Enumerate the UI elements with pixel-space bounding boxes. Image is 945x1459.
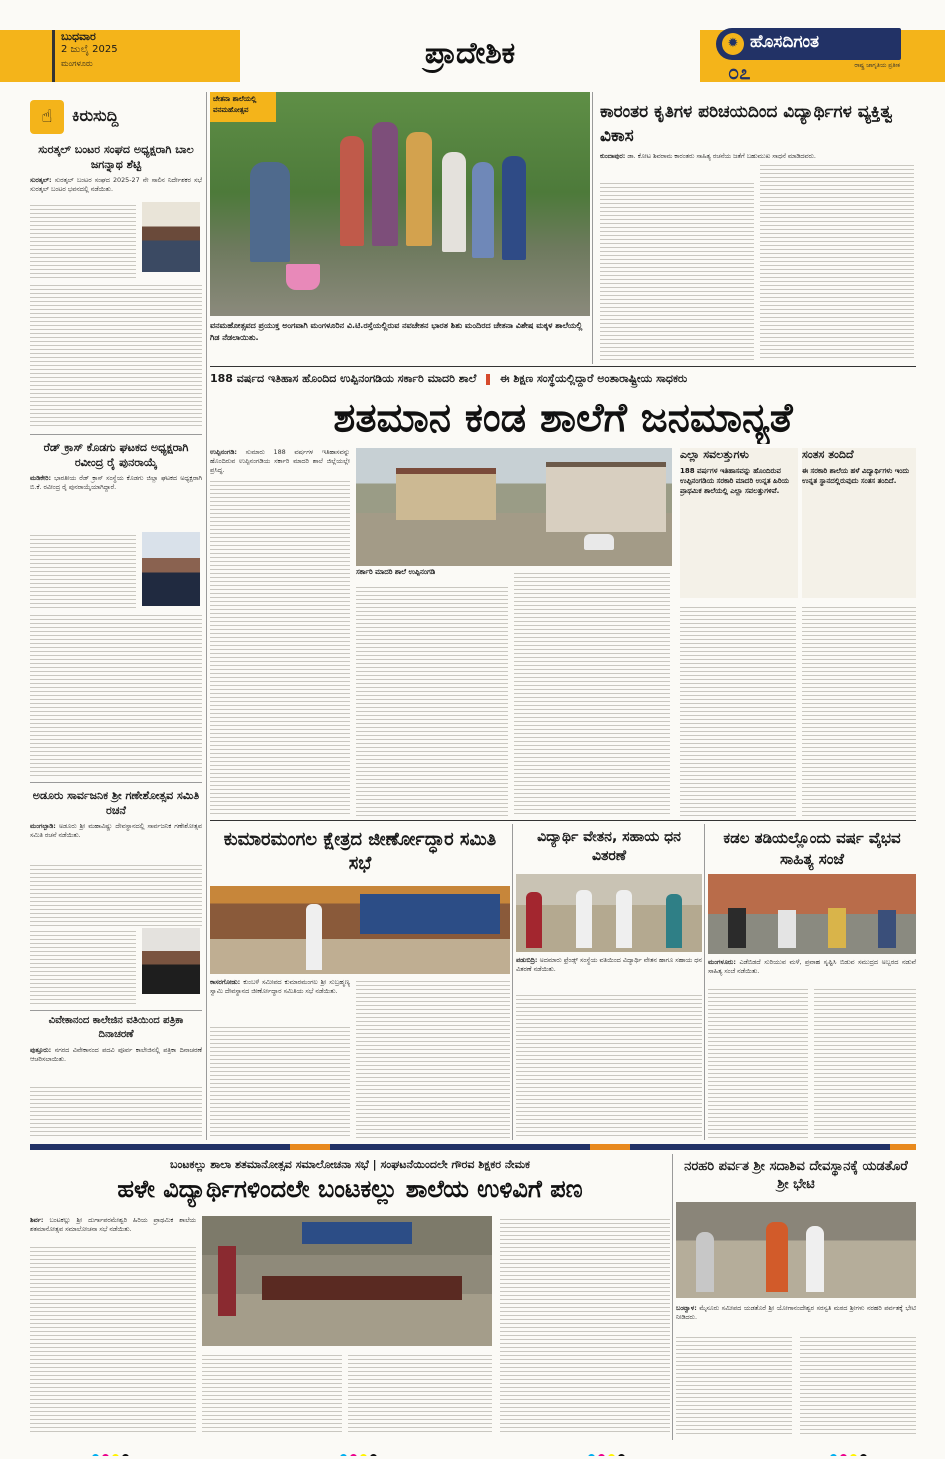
kiru-item-lead: ಭಾರತೀಯ ರೆಡ್ ಕ್ರಾಸ್ ಸಂಸ್ಥೆಯ ಕೊಡಗು ಜಿಲ್ಲಾ ಘಟಕದ ಅಧ್ಯಕ್ಷರಾಗಿ ಬಿ.ಕೆ. ರವೀಂದ್ರ ರೈ ಪುನರಾಯ್ಕೆಯಾಗಿದ್ದಾರೆ.	[30, 474, 202, 491]
kiru-item-3	[30, 788, 202, 1008]
vetana-photo	[516, 874, 702, 952]
narahari-body	[800, 1334, 916, 1434]
narahari-dateline: ಬಂಟ್ವಾಳ:	[676, 1304, 697, 1312]
happy-box	[802, 448, 916, 598]
kiru-item-4	[30, 1014, 202, 1140]
kadala-body	[814, 986, 916, 1138]
kiru-item-body	[30, 1084, 202, 1138]
photo-figure	[806, 1226, 824, 1292]
photo-figure	[576, 890, 592, 948]
kiru-item-body	[30, 928, 136, 1004]
bottom-divider	[30, 1144, 916, 1150]
photo-figure	[766, 1222, 788, 1292]
kiru-item-body	[30, 532, 136, 608]
kumaramangala-body	[210, 1024, 350, 1138]
kiru-item-dateline: ಪುತ್ತೂರು:	[30, 1046, 52, 1054]
bantakallu-dateline: ಶಿರ್ವ:	[30, 1216, 44, 1224]
kiru-item-body	[30, 862, 202, 926]
main-body	[802, 604, 916, 816]
main-body	[210, 478, 350, 816]
kiru-item-dateline: ಸುರತ್ಕಲ್:	[30, 176, 52, 184]
kiru-item-2	[30, 440, 202, 780]
date-block	[52, 30, 192, 82]
paper-tagline: ರಾಷ್ಟ್ರ ಜಾಗೃತಿಯ ಪ್ರತೀಕ	[854, 62, 900, 69]
narahari-story	[676, 1154, 916, 1440]
photo-figure	[878, 910, 896, 948]
vanamahotsava-tag: ಚೇತನಾ ಶಾಲೆಯಲ್ಲಿ ವನಮಹೋತ್ಸವ	[210, 92, 276, 122]
kadala-lead: ಎಡೆಬಿಡದೆ ಸುರಿಯುವ ಮಳೆ, ಪ್ರವಾಹ ಸೃಷ್ಟಿಸಿ ಬಿಡುವ ಸಮುದ್ರದ ಅಬ್ಬರದ ನಡುವೆ ಸಾಹಿತ್ಯ ಸಂಜೆ ನಡೆಯಿತು.	[708, 958, 916, 975]
bantakallu-body	[500, 1216, 670, 1434]
kumaramangala-photo	[210, 886, 510, 974]
kumaramangala-dateline: ಕಾಸರಗೋಡು:	[210, 978, 241, 986]
kiru-item-lead: ಅಡೂರು ಶ್ರೀ ಮಹಾವಿಷ್ಣು ದೇವಸ್ಥಾನದಲ್ಲಿ ಸಾರ್ವಜನಿಕ ಗಣೇಶೋತ್ಸವ ಸಮಿತಿ ರಚನೆ ನಡೆಯಿತು.	[30, 822, 202, 839]
main-body	[356, 584, 508, 816]
narahari-lead: ಮೈಸೂರು ಸಮೀಪದ ಯಡತೊರೆ ಶ್ರೀ ಯೋಗಾನಂದೇಶ್ವರ ಸರಸ್ವತಿ ಮಠದ ಶ್ರೀಗಳು ನರಹರಿ ಪರ್ವತಕ್ಕೆ ಭೇಟಿ ನೀಡಿದರು.	[676, 1304, 916, 1321]
registration-dots-icon	[92, 1446, 152, 1456]
narahari-photo	[676, 1202, 916, 1298]
photo-figure	[218, 1246, 236, 1316]
main-story-col1	[210, 448, 350, 816]
vetana-dateline: ಪಡುಬಿದ್ರಿ:	[516, 956, 538, 964]
photo-bucket	[286, 264, 320, 290]
main-kicker-right: ಈ ಶಿಕ್ಷಣ ಸಂಸ್ಥೆಯಲ್ಲಿದ್ದಾರೆ ಅಂತಾರಾಷ್ಟ್ರೀಯ ಸಾಧಕರು	[499, 372, 688, 385]
photo-figure	[666, 894, 682, 948]
kadala-headline: ಕಡಲ ತಡಿಯಲ್ಲೊಂದು ವರ್ಷ ವೈಭವ ಸಾಹಿತ್ಯ ಸಂಜೆ	[723, 829, 901, 868]
kiru-suddi-header	[30, 100, 202, 134]
facilities-title: ಎಲ್ಲಾ ಸವಲತ್ತುಗಳು	[680, 448, 749, 461]
kiru-item-body	[30, 282, 202, 428]
kiru-item-headline: ಅಡೂರು ಸಾರ್ವಜನಿಕ ಶ್ರೀ ಗಣೇಶೋತ್ಸವ ಸಮಿತಿ ರಚನೆ	[32, 789, 200, 817]
photo-figure	[778, 910, 796, 948]
vanamahotsava-caption: ವನಮಹೋತ್ಸವದ ಪ್ರಯುಕ್ತ ಅಂಗವಾಗಿ ಮಂಗಳೂರಿನ ವಿ.ಟಿ.ರಸ್ತೆಯಲ್ಲಿರುವ ನವಚೇತನ ಭಾರತ ಶಿಶು ಮಂದಿರದ ಚೇತನಾ ವಿಶೇಷ ಮಕ್ಕಳ ಶಾಲೆಯಲ್ಲಿ ಗಿಡ ನೆಡಲಾಯಿತು.	[210, 321, 583, 342]
narahari-body	[676, 1334, 792, 1434]
portrait-photo	[142, 532, 200, 606]
kiru-suddi-column	[30, 92, 202, 1140]
kiru-item-dateline: ಮಡಿಕೇರಿ:	[30, 474, 52, 482]
school-photo-caption: ಸರ್ಕಾರಿ ಮಾದರಿ ಶಾಲೆ ಉಪ್ಪಿನಂಗಡಿ	[356, 568, 436, 576]
city-label: ಮಂಗಳೂರು	[61, 59, 93, 68]
kumaramangala-body	[356, 978, 510, 1138]
main-story	[210, 370, 916, 818]
kiru-item-headline: ವಿವೇಕಾನಂದ ಕಾಲೇಜಿನ ವತಿಯಿಂದ ಪತ್ರಿಕಾ ದಿನಾಚರಣೆ	[48, 1015, 184, 1040]
photo-figure	[372, 122, 398, 246]
page-number: ೦೭	[728, 60, 751, 84]
photo-figure	[340, 136, 364, 246]
kadala-dateline: ಮಂಗಳೂರು:	[708, 958, 736, 966]
portrait-photo	[142, 928, 200, 994]
paper-name: ಹೊಸದಿಗಂತ	[750, 32, 820, 52]
karanth-headline: ಕಾರಂತರ ಕೃತಿಗಳ ಪರಿಚಯದಿಂದ ವಿದ್ಯಾರ್ಥಿಗಳ ವ್ಯಕ್ತಿತ್ವ ವಿಕಾಸ	[600, 102, 893, 146]
kumaramangala-story	[210, 824, 510, 1140]
day-label: ಬುಧವಾರ	[61, 30, 96, 43]
vetana-story	[516, 824, 702, 1140]
kadala-body	[708, 986, 808, 1138]
photo-figure	[502, 156, 526, 260]
happy-title: ಸಂತಸ ತಂದಿದೆ	[802, 448, 854, 461]
paper-logo	[716, 28, 901, 60]
photo-figure	[526, 892, 542, 948]
photo-car	[584, 534, 614, 550]
karanth-story	[596, 92, 916, 364]
kiru-item-headline: ಸುರತ್ಕಲ್ ಬಂಟರ ಸಂಘದ ಅಧ್ಯಕ್ಷರಾಗಿ ಬಾಲ ಜಗನ್ನಾಥ ಶೆಟ್ಟಿ	[38, 143, 194, 171]
bantakallu-body	[202, 1352, 342, 1434]
photo-table	[262, 1276, 462, 1300]
narahari-headline: ನರಹರಿ ಪರ್ವತ ಶ್ರೀ ಸದಾಶಿವ ದೇವಸ್ಥಾನಕ್ಕೆ ಯಡತೊರೆ ಶ್ರೀ ಭೇಟಿ	[684, 1159, 908, 1192]
photo-figure	[250, 162, 290, 262]
photo-figure	[616, 890, 632, 948]
school-photo	[356, 448, 672, 566]
karanth-body	[600, 180, 754, 360]
registration-dots-icon	[340, 1446, 400, 1456]
main-dateline: ಉಪ್ಪಿನಂಗಡಿ:	[210, 448, 237, 456]
registration-dots-icon	[588, 1446, 648, 1456]
masthead	[0, 0, 945, 92]
photo-figure	[828, 908, 846, 948]
kadala-photo	[708, 874, 916, 954]
kicker-separator	[486, 374, 490, 385]
registration-marks	[0, 1444, 945, 1456]
kiru-item-dateline: ಮಂಗಲ್ಪಾಡಿ:	[30, 822, 56, 830]
photo-figure	[442, 152, 466, 252]
photo-figure	[406, 132, 432, 246]
photo-figure	[306, 904, 322, 970]
photo-banner	[360, 894, 500, 934]
main-kicker-left: 188 ವರ್ಷದ ಇತಿಹಾಸ ಹೊಂದಿದ ಉಪ್ಪಿನಂಗಡಿಯ ಸರ್ಕಾರಿ ಮಾದರಿ ಶಾಲೆ	[210, 372, 477, 385]
photo-building	[396, 468, 496, 520]
date-label: 2 ಜುಲೈ 2025	[61, 44, 118, 55]
main-body	[680, 604, 796, 816]
bantakallu-story	[30, 1154, 670, 1440]
bantakallu-headline: ಹಳೇ ವಿದ್ಯಾರ್ಥಿಗಳಿಂದಲೇ ಬಂಟಕಲ್ಲು ಶಾಲೆಯ ಉಳಿವಿಗೆ ಪಣ	[117, 1175, 583, 1203]
bantakallu-body	[30, 1244, 196, 1434]
kiru-item-body	[30, 612, 202, 776]
kiru-item-body	[30, 202, 136, 278]
photo-banner	[302, 1222, 412, 1244]
flame-icon: ✹	[722, 33, 744, 55]
main-body	[514, 570, 670, 816]
vetana-lead: ಅದಮಾರು ಫ್ರೆಂಡ್ಸ್ ಸಂಸ್ಥೆಯ ವತಿಯಿಂದ ವಿದ್ಯಾರ್ಥಿ ವೇತನ ಹಾಗೂ ಸಹಾಯ ಧನ ವಿತರಣೆ ನಡೆಯಿತು.	[516, 956, 702, 973]
kiru-item-headline: ರೆಡ್ ಕ್ರಾಸ್ ಕೊಡಗು ಘಟಕದ ಅಧ್ಯಕ್ಷರಾಗಿ ರವೀಂದ್ರ ರೈ ಪುನರಾಯ್ಕೆ	[43, 441, 189, 469]
karanth-dateline: ಕುಂದಾಪುರ:	[600, 152, 626, 160]
section-title: ಪ್ರಾದೇಶಿಕ	[424, 36, 516, 71]
bantakallu-kicker: ಬಂಟಕಲ್ಲು ಶಾಲಾ ಶತಮಾನೋತ್ಸವ ಸಮಾಲೋಚನಾ ಸಭೆ | ಸಂಘಟನೆಯಿಂದಲೇ ಗೌರವ ಶಿಕ್ಷಕರ ನೇಮಕ	[170, 1158, 530, 1171]
main-lead: ಸುಮಾರು 188 ವರ್ಷಗಳ ಇತಿಹಾಸವನ್ನು ಹೊಂದಿರುವ ಉಪ್ಪಿನಂಗಡಿಯ ಸರ್ಕಾರಿ ಮಾದರಿ ಶಾಲೆ ಜಿಲ್ಲೆಯಲ್ಲೇ ಪ್ರಸಿದ್ಧ.	[210, 448, 350, 474]
kiru-suddi-title: ಕಿರುಸುದ್ದಿ	[72, 106, 119, 125]
kumaramangala-headline: ಕುಮಾರಮಂಗಲ ಕ್ಷೇತ್ರದ ಜೀರ್ಣೋದ್ಧಾರ ಸಮಿತಿ ಸಭೆ	[223, 829, 497, 874]
vanamahotsava-photo	[210, 92, 590, 316]
photo-figure	[728, 908, 746, 948]
bantakallu-lead: ಬಂಟಕಲ್ಲು ಶ್ರೀ ದುರ್ಗಾಪರಮೇಶ್ವರಿ ಹಿರಿಯ ಪ್ರಾಥಮಿಕ ಶಾಲೆಯ ಶತಮಾನೋತ್ಸವ ಸಮಾಲೋಚನಾ ಸಭೆ ನಡೆಯಿತು.	[30, 1216, 196, 1233]
photo-figure	[696, 1232, 714, 1292]
portrait-photo	[142, 202, 200, 272]
kumaramangala-lead: ಕುಂಬಳೆ ಸಮೀಪದ ಕುಮಾರಮಂಗಲ ಶ್ರೀ ಸುಬ್ರಹ್ಮಣ್ಯ ಸ್ವಾಮಿ ದೇವಸ್ಥಾನದ ಜೀರ್ಣೋದ್ಧಾರ ಸಮಿತಿಯ ಸಭೆ ನಡೆಯಿತು.	[210, 978, 350, 995]
main-kicker	[210, 372, 916, 392]
speech-bubble-icon: ☝	[30, 100, 64, 134]
photo-building	[546, 462, 666, 532]
main-headline: ಶತಮಾನ ಕಂಡ ಶಾಲೆಗೆ ಜನಮಾನ್ಯತೆ	[333, 395, 793, 441]
registration-dots-icon	[830, 1446, 890, 1456]
facilities-box	[680, 448, 798, 598]
karanth-body	[760, 162, 914, 360]
vetana-headline: ವಿದ್ಯಾರ್ಥಿ ವೇತನ, ಸಹಾಯ ಧನ ವಿತರಣೆ	[537, 829, 681, 864]
facilities-text: 188 ವರ್ಷಗಳ ಇತಿಹಾಸವನ್ನು ಹೊಂದಿರುವ ಉಪ್ಪಿನಂಗಡಿಯ ಸರಕಾರಿ ಮಾದರಿ ಉನ್ನತ ಹಿರಿಯ ಪ್ರಾಥಮಿಕ ಶಾಲೆಯಲ್ಲಿ ಎಲ್ಲಾ ಸವಲತ್ತುಗಳಿವೆ.	[680, 467, 790, 495]
kadala-story	[708, 824, 916, 1140]
bantakallu-body	[348, 1352, 492, 1434]
bantakallu-photo	[202, 1216, 492, 1346]
karanth-lead: ಡಾ. ಕೋಟ ಶಿವರಾಮ ಕಾರಂತರು ಸಾಹಿತ್ಯ ರಚನೆಯ ಜತೆಗೆ ಬಹುಮುಖ ಸಾಧನೆ ಮಾಡಿದವರು.	[627, 152, 816, 160]
kiru-item-lead: ಸುರತ್ಕಲ್ ಬಂಟರ ಸಂಘದ 2025-27 ನೇ ಸಾಲಿನ ನಿರ್ದೇಶಕರ ಸಭೆ ಸುರತ್ಕಲ್ ಬಂಟರ ಭವನದಲ್ಲಿ ನಡೆಯಿತು.	[30, 176, 202, 193]
vanamahotsava-story	[210, 92, 590, 364]
kiru-item-lead: ನಗರದ ವಿವೇಕಾನಂದ ಪದವಿ ಪೂರ್ವ ಕಾಲೇಜಿನಲ್ಲಿ ಪತ್ರಿಕಾ ದಿನಾಚರಣೆ ಆಚರಿಸಲಾಯಿತು.	[30, 1046, 202, 1063]
photo-figure	[472, 162, 494, 258]
kiru-item-1	[30, 142, 202, 432]
happy-text: ಈ ಸರಕಾರಿ ಶಾಲೆಯ ಹಳೆ ವಿದ್ಯಾರ್ಥಿಗಳು ಇಂದು ಉನ್ನತ ಸ್ಥಾನದಲ್ಲಿರುವುದು ಸಂತಸ ತಂದಿದೆ.	[802, 467, 910, 485]
vetana-body	[516, 992, 702, 1138]
